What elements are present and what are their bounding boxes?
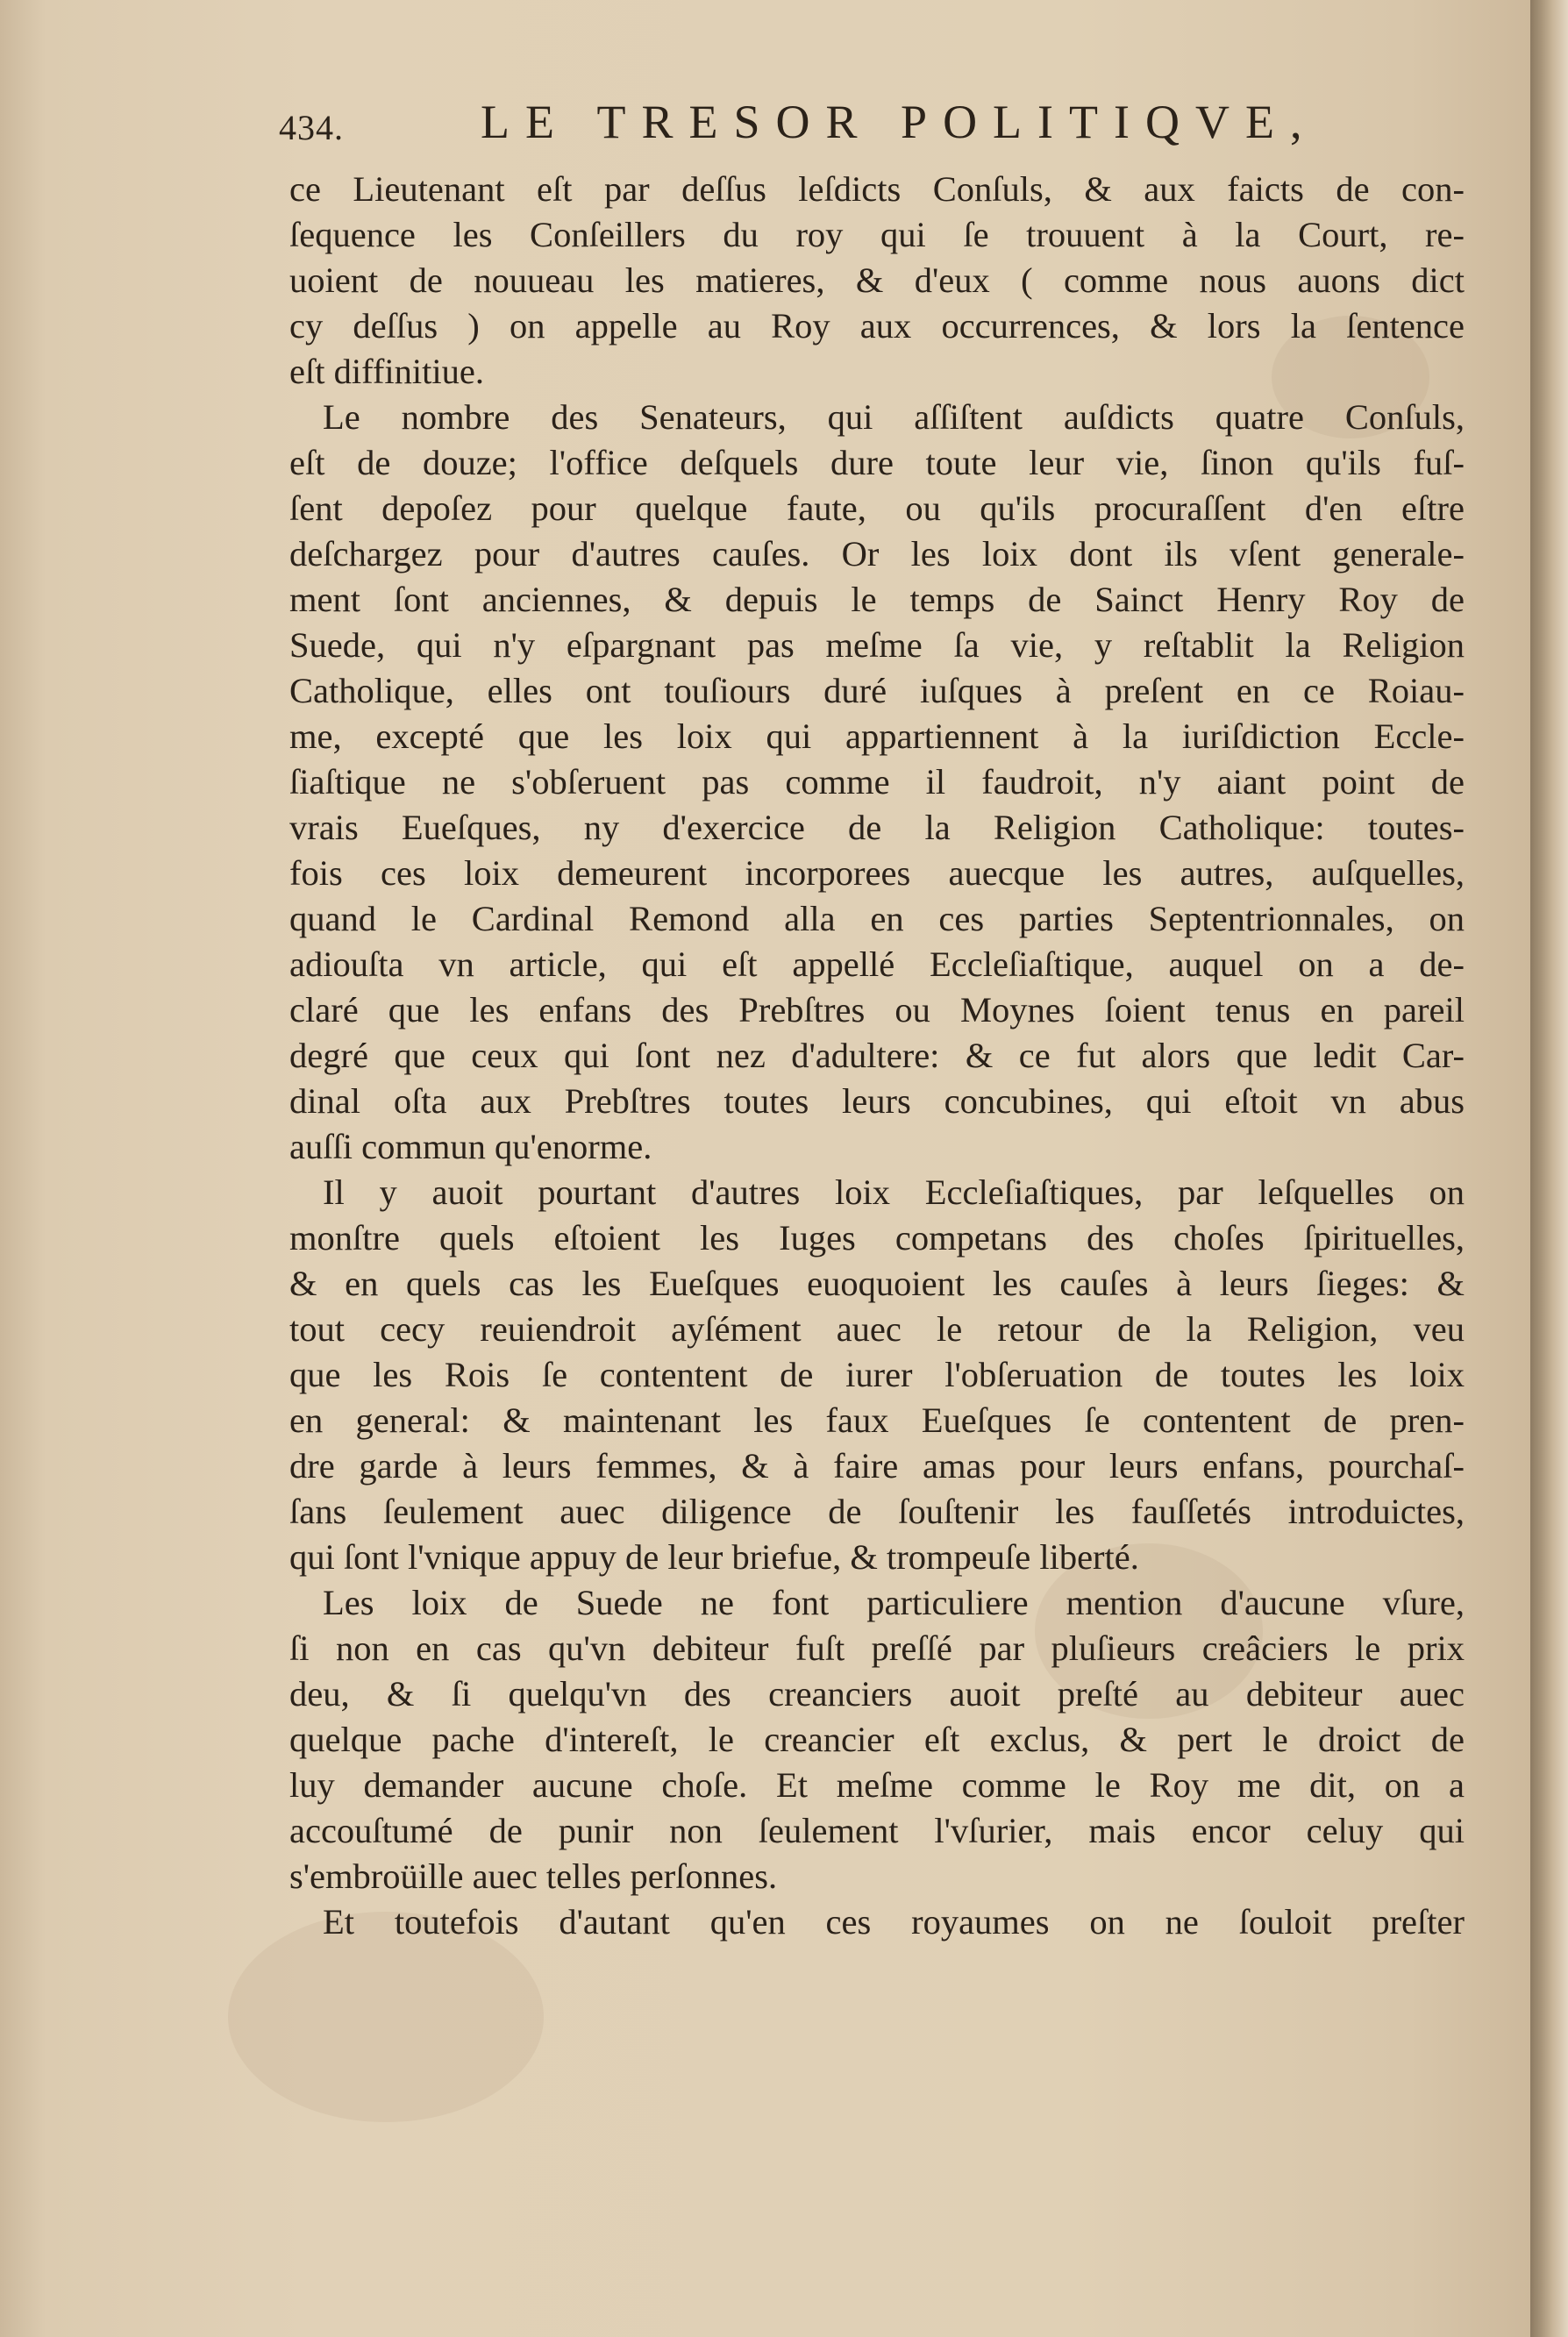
text-line: uoient de nouueau les matieres, & d'eux ( comme nous auons dict — [289, 260, 1465, 300]
text-line: deſchargez pour d'autres cauſes. Or les loix dont ils vſent generale- — [289, 534, 1465, 574]
text-line: vrais Eueſques, ny d'exercice de la Religion Catholique: toutes- — [289, 808, 1465, 847]
text-line: ſi non en cas qu'vn debiteur fuſt preſſé par pluſieurs creâciers le prix — [289, 1628, 1465, 1668]
paragraph-start: Et toutefois d'autant qu'en ces royaumes on ne ſouloit preſter — [323, 1902, 1465, 1942]
text-line: degré que ceux qui ſont nez d'adultere: & ce fut alors que ledit Car- — [289, 1036, 1465, 1075]
text-line: tout cecy reuiendroit ayſément auec le retour de la Religion, veu — [289, 1309, 1465, 1349]
page-header — [279, 95, 1331, 165]
text-line: monſtre quels eſtoient les Iuges competans des choſes ſpirituelles, — [289, 1218, 1465, 1258]
text-line: Suede, qui n'y eſpargnant pas meſme ſa vie, y reſtablit la Religion — [289, 625, 1465, 665]
text-line: ſiaſtique ne s'obſeruent pas comme il faudroit, n'y aiant point de — [289, 762, 1465, 802]
text-line: ſans ſeulement auec diligence de ſouſtenir les fauſſetés introduictes, — [289, 1492, 1465, 1531]
text-line: & en quels cas les Eueſques euoquoient les cauſes à leurs ſieges: & — [289, 1264, 1465, 1303]
text-line: cy deſſus ) on appelle au Roy aux occurrences, & lors la ſentence — [289, 306, 1465, 346]
text-line: dinal oſta aux Prebſtres toutes leurs concubines, qui eſtoit vn abus — [289, 1081, 1465, 1121]
text-line: accouſtumé de punir non ſeulement l'vſurier, mais encor celuy qui — [289, 1811, 1465, 1850]
paragraph-start: Les loix de Suede ne font particuliere mention d'aucune vſure, — [323, 1583, 1465, 1622]
text-line: que les Rois ſe contentent de iurer l'obſeruation de toutes les loix — [289, 1355, 1465, 1394]
text-line: auſſi commun qu'enorme. — [289, 1127, 652, 1166]
paragraph-start: Il y auoit pourtant d'autres loix Eccleſiaſtiques, par leſquelles on — [323, 1172, 1465, 1212]
text-line: dre garde à leurs femmes, & à faire amas pour leurs enfans, pourchaſ- — [289, 1446, 1465, 1486]
page-number: 434. — [279, 108, 344, 147]
text-line: quelque pache d'intereſt, le creancier eſt exclus, & pert le droict de — [289, 1720, 1465, 1759]
text-line: me, excepté que les loix qui appartiennent à la iuriſdiction Eccle- — [289, 716, 1465, 756]
text-line: ce Lieutenant eſt par deſſus leſdicts Conſuls, & aux faicts de con- — [289, 169, 1465, 209]
text-line: adiouſta vn article, qui eſt appellé Eccleſiaſtique, auquel on a de- — [289, 944, 1465, 984]
text-line: quand le Cardinal Remond alla en ces parties Septentrionnales, on — [289, 899, 1465, 938]
text-line: s'embroüille auec telles perſonnes. — [289, 1856, 778, 1896]
text-line: eſt diffinitiue. — [289, 352, 484, 391]
paragraph-start: Le nombre des Senateurs, qui aſſiſtent auſdicts quatre Conſuls, — [323, 397, 1465, 437]
text-line: deu, & ſi quelqu'vn des creanciers auoit preſté au debiteur auec — [289, 1674, 1465, 1714]
text-line: luy demander aucune choſe. Et meſme comme le Roy me dit, on a — [289, 1765, 1465, 1805]
text-line: qui ſont l'vnique appuy de leur briefue, & trompeuſe liberté. — [289, 1537, 1139, 1577]
body-text — [289, 167, 1465, 1945]
text-line: Catholique, elles ont touſiours duré iuſques à preſent en ce Roiau- — [289, 671, 1465, 710]
text-line: eſt de douze; l'office deſquels dure toute leur vie, ſinon qu'ils fuſ- — [289, 443, 1465, 482]
text-line: claré que les enfans des Prebſtres ou Moynes ſoient tenus en pareil — [289, 990, 1465, 1030]
book-page-edge — [1530, 0, 1568, 2337]
text-line: ſent depoſez pour quelque faute, ou qu'ils procuraſſent d'en eſtre — [289, 488, 1465, 528]
text-line: fois ces loix demeurent incorporees auecque les autres, auſquelles, — [289, 853, 1465, 893]
text-line: en general: & maintenant les faux Eueſques ſe contentent de pren- — [289, 1400, 1465, 1440]
text-line: ment ſont anciennes, & depuis le temps de Sainct Henry Roy de — [289, 580, 1465, 619]
text-line: ſequence les Conſeillers du roy qui ſe trouuent à la Court, re- — [289, 215, 1465, 254]
running-title: LE TRESOR POLITIQVE, — [481, 96, 1318, 148]
